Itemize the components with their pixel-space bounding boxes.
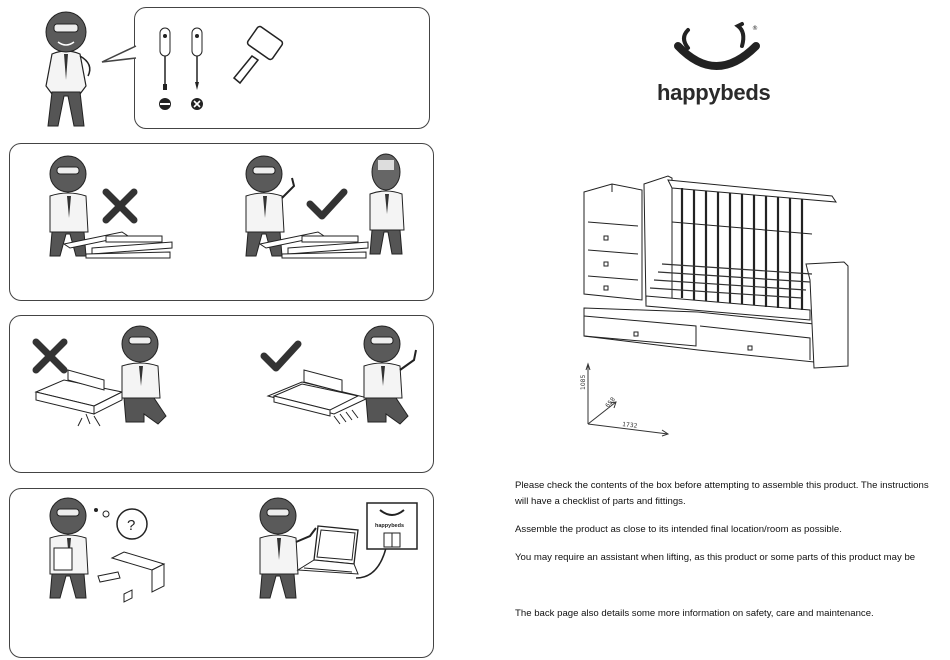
man-figure-kneeling-2 xyxy=(356,322,426,428)
man-figure-tools xyxy=(28,4,108,132)
man-figure-kneeling-1 xyxy=(114,322,174,428)
cable-line xyxy=(354,546,394,580)
happybeds-logo-icon xyxy=(672,22,762,80)
mallet-icon xyxy=(228,28,288,88)
instruction-assistant: You may require an assistant when lifting, as this product or some parts of this product may be xyxy=(515,552,916,563)
loose-panels xyxy=(94,548,166,602)
correct-check-icon xyxy=(306,186,348,222)
man-figure-assistant xyxy=(364,152,412,258)
brand-name: happybeds xyxy=(657,80,771,105)
wrong-cross-icon xyxy=(100,186,140,226)
dimension-axes xyxy=(578,362,674,438)
question-mark: ? xyxy=(127,517,136,534)
cot-bed-illustration xyxy=(582,170,850,370)
website-screen-icon xyxy=(366,502,418,550)
height-dimension: 1085 xyxy=(580,374,587,390)
flathead-screwdriver-icon xyxy=(156,26,176,114)
instruction-check-contents: Please check the contents of the box before attempting to assemble this product. The instructions will have a checklist of parts and fittings. xyxy=(515,480,929,507)
instruction-assemble-location: Assemble the product as close to its intended final location/room as possible. xyxy=(515,524,842,535)
thought-bubble-question xyxy=(90,504,156,544)
laptop-icon xyxy=(296,524,362,580)
phillips-screwdriver-icon xyxy=(188,26,208,114)
speech-bubble-tail xyxy=(100,44,138,66)
depth-dimension: 658 xyxy=(604,396,617,410)
flat-boards-stack-2 xyxy=(258,228,370,260)
width-dimension: 1732 xyxy=(621,421,638,430)
screen-logo-text: happybeds xyxy=(375,523,405,529)
frame-on-hard-floor xyxy=(34,366,124,432)
flat-boards-stack-1 xyxy=(62,228,174,260)
registered-mark: ® xyxy=(752,25,758,32)
instruction-back-page: The back page also details some more information on safety, care and maintenance. xyxy=(515,608,874,619)
